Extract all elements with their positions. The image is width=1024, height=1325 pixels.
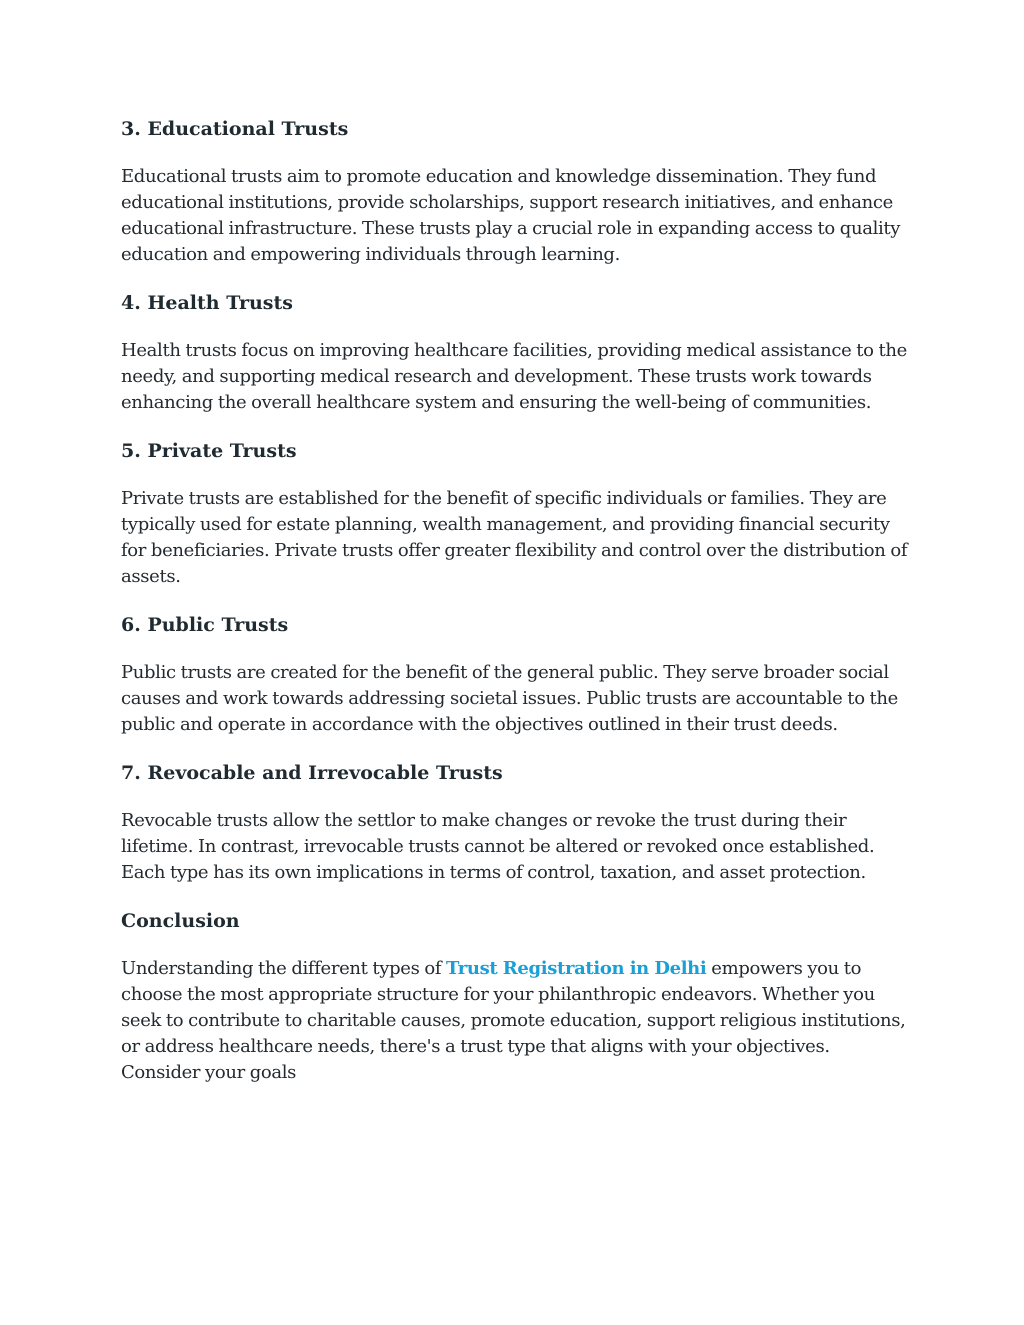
paragraph-educational-trusts: Educational trusts aim to promote education and knowledge dissemination. They fund educational institutions, provide scholarships, support research initiatives, and enhance educational infrastructure. These trusts play a crucial role in expanding access to quality education and empowering individuals through learning. <box>121 166 901 265</box>
conclusion-text-after-link: empowers you to choose the most appropriate structure for your philanthropic endeavors. Whether you seek to contribute to charitable causes, promote education, support religious institutions, or address healthcare needs, there's a trust type that aligns with your objectives. Consider your goals <box>121 958 906 1083</box>
heading-revocable-trusts: 7. Revocable and Irrevocable Trusts <box>121 762 503 784</box>
paragraph-revocable-trusts: Revocable trusts allow the settlor to make changes or revoke the trust during their lifetime. In contrast, irrevocable trusts cannot be altered or revoked once established. Each type has its own implications in terms of control, taxation, and asset protection. <box>121 810 875 883</box>
paragraph-conclusion <box>121 956 911 1086</box>
trust-registration-link[interactable]: Trust Registration in Delhi <box>446 958 707 979</box>
heading-health-trusts: 4. Health Trusts <box>121 292 293 314</box>
heading-conclusion: Conclusion <box>121 910 240 932</box>
heading-public-trusts: 6. Public Trusts <box>121 614 289 636</box>
paragraph-public-trusts: Public trusts are created for the benefit of the general public. They serve broader social causes and work towards addressing societal issues. Public trusts are accountable to the public and operate in accordance with the objectives outlined in their trust deeds. <box>121 662 898 735</box>
heading-educational-trusts: 3. Educational Trusts <box>121 118 349 140</box>
heading-private-trusts: 5. Private Trusts <box>121 440 297 462</box>
paragraph-health-trusts: Health trusts focus on improving healthcare facilities, providing medical assistance to the needy, and supporting medical research and development. These trusts work towards enhancing the overall healthcare system and ensuring the well-being of communities. <box>121 340 907 413</box>
paragraph-private-trusts: Private trusts are established for the benefit of specific individuals or families. They are typically used for estate planning, wealth management, and providing financial security for beneficiaries. Private trusts offer greater flexibility and control over the distribution of assets. <box>121 488 908 587</box>
document-page <box>121 116 911 1108</box>
conclusion-text-before-link: Understanding the different types of <box>121 958 447 979</box>
